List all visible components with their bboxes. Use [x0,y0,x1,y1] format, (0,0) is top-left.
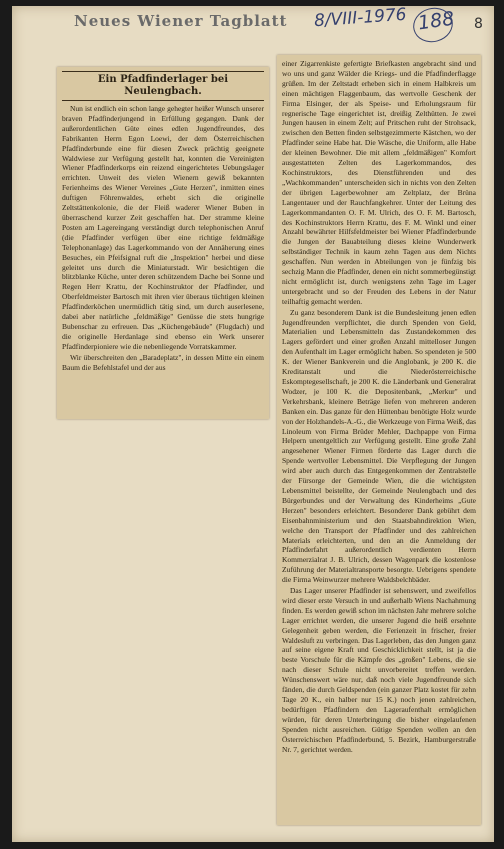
page-number: 8 [474,16,483,32]
handwritten-number: 188 [416,7,456,35]
handwritten-date: 8/VIII-1976 [313,4,408,32]
article-paragraph: Wir überschreiten den „Baradeplatz", in dessen Mitte ein einem Baum die Befehlstafel und der aus [62,352,264,372]
article-paragraph: einer Zigarrenkiste gefertigte Briefkasten angebracht sind und wo uns und ganz Wälder die Kriegs- und die Pfadfinderflagge grüßen. Im der Zeltstadt erheben sich in einem Halbkreis um einen mächtigen Flaggenbaum, das wertvolle Geschenk der Firma Elsinger, der als Speise- und Erholungsraum für regnerische Tage eingerichtet ist, dreißig Zelthütten. Je zwei Jungen hausen in einem Zelt; auf Pritschen ruht der Strohsack, zwischen den Betten finden selbstgezimmerte Kästchen, wo der Pfadfinder seine Habe hat. Die Wäsche, die Uniform, alle Habe der kleinen Bewohner. Die mit allem „feldmäßigen" Komfort ausgestatteten Zelten des Lagerkommandos, des Kochinstruktors, des Dienstführenden und des „Wachkommanden" unterscheiden sich in nichts von den Zelten der übrigen Lagerbewohner am Zeltplatz, der Brüna Langentauer und der Rauchfangkehrer. Unter der Leitung des Lagerkommandanten O. F. M. Ulrich, des O. F. M. Bartosch, des Kochinstruktors Herrn Krattu, des F. M. Winkl und einer Anzahl bewährter Hilfsfeldmeister bei Wiener Pfadfinderbunde die Jungen der Bauabteilung dieses kleine Wunderwerk selbständiger Technik in kaum zehn Tagen aus dem Nichts geschaffen. Nun werden in Abteilungen von je fünfzig bis sechzig Mann die Pfadfinder, denen ein nicht sommerbegünstigt nicht ermöglicht ist, durch wenigstens zehn Tage im Lager untergebracht und so der Freuden des Lebens in der Natur teilhaftig gemacht werden. [282,59,476,306]
article-paragraph: Das Lager unserer Pfadfinder ist sehenswert, und zweifellos wird dieser erste Versuch in und außerhalb Wiens Nachahmung finden. Es werden gewiß schon im nächsten Jahr mehrere solche Lager errichtet werden, die unserer Jugend die heiß ersehnte Gelegenheit geben werden, die Ferienzeit in frischer, freier Waldesluft zu verbringen. Das Lagerleben, das den Jungen ganz auf seine eigene Kraft und Geschicklichkeit stellt, ist ja die beste Vorschule für die Kämpfe des „großen" Lebens, die sie nach dieser Schule nicht unvorbereitet treffen werden. Wünschenswert wäre nur, daß noch viele Jugendfreunde sich fänden, die durch Geldspenden (ein ganzer Platz kostet für zehn Tage 20 K., ein halber nur 15 K.) noch jenen zahlreichen, bedürftigen Pfadfindern den Lageraufenthalt ermöglichen würden, für deren Unterbringung die bisher eingelaufenen Spenden nicht ausreichen. Gütige Spenden wollen an den Österreichischen Pfadfinderbund, 5. Bezirk, Hamburgerstraße Nr. 7, gerichtet werden. [282,586,476,754]
article-paragraph: Zu ganz besonderem Dank ist die Bundesleitung jenen edlen Jugendfreunden verpflichtet, die durch Spenden von Geld, Materialien und Lebensmitteln das Zustandekommen des Lagers gefördert und einer großen Anzahl mittelloser Jungen den Aufenthalt im Lager ermöglicht haben. So spendeten je 500 K. der Wiener Bankverein und die Anglobank, je 200 K. die Kreditanstalt und die Niederösterreichische Eskomptegesellschaft, je 200 K. die Länderbank und Generalrat Wodzer, je 100 K. die Depositenbank, „Merkur" und Verkehrsbank, kleinere Beträge liefen von mehreren anderen Banken ein. Das ganze für den Hüttenbau benötigte Holz wurde von der Holzhandels-A.-G., die Werkzeuge von Firma Weiß, das Linoleum von Firma Brüder Mehler, Dachpappe von Firma Helpern unentgeltlich zur Verfügung gestellt. Eine große Zahl angesehener Wiener Firmen förderte das Lager durch die Spende wertvoller Lebensmittel. Die Verpflegung der Jungen wird aber auch durch das Entgegenkommen der Zentralstelle der Fürsorge der Gemeinde Wien, die die wichtigsten Lebensmittel beistellte, der Gemeinde Neulengbach und des Bürgerbundes und der Verwaltung des Kinderheims „Gute Herzen" besonders erleichtert. Besonderer Dank gebührt dem Eisenbahnministerium und den Staatsbahndirektion Wien, welche den Transport der Pfadfinder und des zahlreichen Materials erleichterten, und den an die Anmeldung der Pfadfinderfahrt außerordentlich verdienten Herrn Kommerzialrat J. B. Ulrich, dessen Wagenpark die kostenlose Zuführung der Materialtransporte besorgte. Uebrigens spendete die Firma Weinwurzer mehrere Waldsbelchbäder. [282,307,476,585]
clipping-left-column [57,67,269,419]
clipping-right-column [277,55,481,825]
article-paragraph: Nun ist endlich ein schon lange gehegter heißer Wunsch unserer braven Pfadfinderjungend in Erfüllung gegangen. Dank der außerordentlichen Güte eines edlen Jugendfreundes, des Fabrikanten Herrn Egon Loewi, der dem Österreichischen Pfadfinderbunde eine für diesen Zweck prächtig geeignete Waldwiese zur Verfügung gestellt hat, konnten die Vereinigten Wiener Pfadfinderkorps ein reizend eingerichtetes Uebungslager errichten. Unweit des vielen Wienern gewiß bekannten Ferienheims des Wiener Vereines „Gute Herzen", inmitten eines duftigen Föhrenwaldes, erhebt sich die originelle Zeltstättenkolonie, die der Fleiß waderer Wiener Buben in überraschend kurzer Zeit geschaffen hat. Der stramme kleine Posten am Lagereingang verständigt durch telephonischen Anruf (die Pfadfinder verfügen über eine richtige feldmäßige Telephonanlage) das Lagerkommando von der Annäherung eines Besuches, ein Pfeifsignal ruft die „Inspektion" herbei und diese geleitet uns durch die Miniaturstadt. Wir besichtigen die blitzblanke Küche, unter deren schützendem Dache bei Sonne und Regen Herr Krattu, der Kochinstruktor der Pfadfinder, und Oberfeldmeister Bartosch mit ihren vier überaus tüchtigen kleinen Pfadfinderköchen unermüdlich tätig sind, um durch auserlesene, dabei aber natürliche „feldmäßige" Genüsse die stets hungrige Bubenschar zu erfreuen. Das „Küchengebäude" (Flugdach) und die originelle Herdanlage sind ebenso ein Werk unserer Pfadfinderpioniere wie die nebenliegende Vorratskammer. [62,104,264,351]
article-headline: Ein Pfadfinderlager bei Neulengbach. [62,71,264,101]
newspaper-masthead: Neues Wiener Tagblatt [74,12,288,30]
